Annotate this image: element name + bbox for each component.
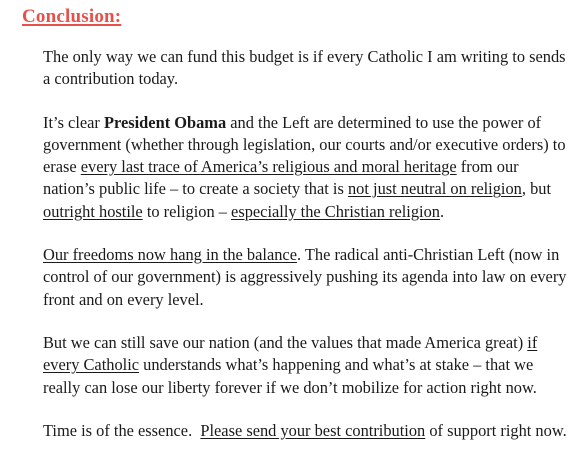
text-run: . The radical anti-Christian Left (now in control of our government) is aggressively pushing its agenda into law on every front and on every level. [43,245,567,309]
letter-body [43,46,568,463]
text-run: and the Left are determined to use the power of government (whether through legislation, our courts and/or executive orders) to erase [43,112,566,177]
underlined-text: Our freedoms now hang in the balance [43,245,297,265]
bold-text: President Obama [103,112,227,132]
text-run: understands what’s happening and what’s at stake – that we really can lose our liberty forever if we don’t mobilize for action right now. [43,355,537,397]
text-run: Time is of the essence. [43,420,201,440]
text-run: to religion – [142,201,232,221]
section-heading: Conclusion: [22,6,122,27]
underlined-text: not just neutral on religion [347,179,522,199]
text-run: of support right now. [425,420,567,440]
underlined-text: especially the Christian religion [231,201,440,221]
underlined-text: outright hostile [43,201,143,221]
text-run: But we can still save our nation (and the values that made America great) [43,332,528,352]
underlined-text: Please send your best contribution [200,420,426,440]
underlined-text: every last trace of America’s religious and moral heritage [80,157,457,177]
paragraph-freedoms [43,244,568,311]
paragraph-save-nation [43,332,568,399]
text-run: from our nation’s public life – to create a society that is [43,157,519,199]
text-run: , but [521,179,552,199]
text-run: It’s clear [43,112,104,132]
paragraph-government-threat [43,112,568,223]
paragraph-call-to-action [43,420,568,442]
paragraph-funding-appeal: The only way we can fund this budget is if every Catholic I am writing to sends a contribution today. [43,47,566,89]
underlined-text: if every Catholic [43,332,538,375]
text-run: . [439,201,445,221]
